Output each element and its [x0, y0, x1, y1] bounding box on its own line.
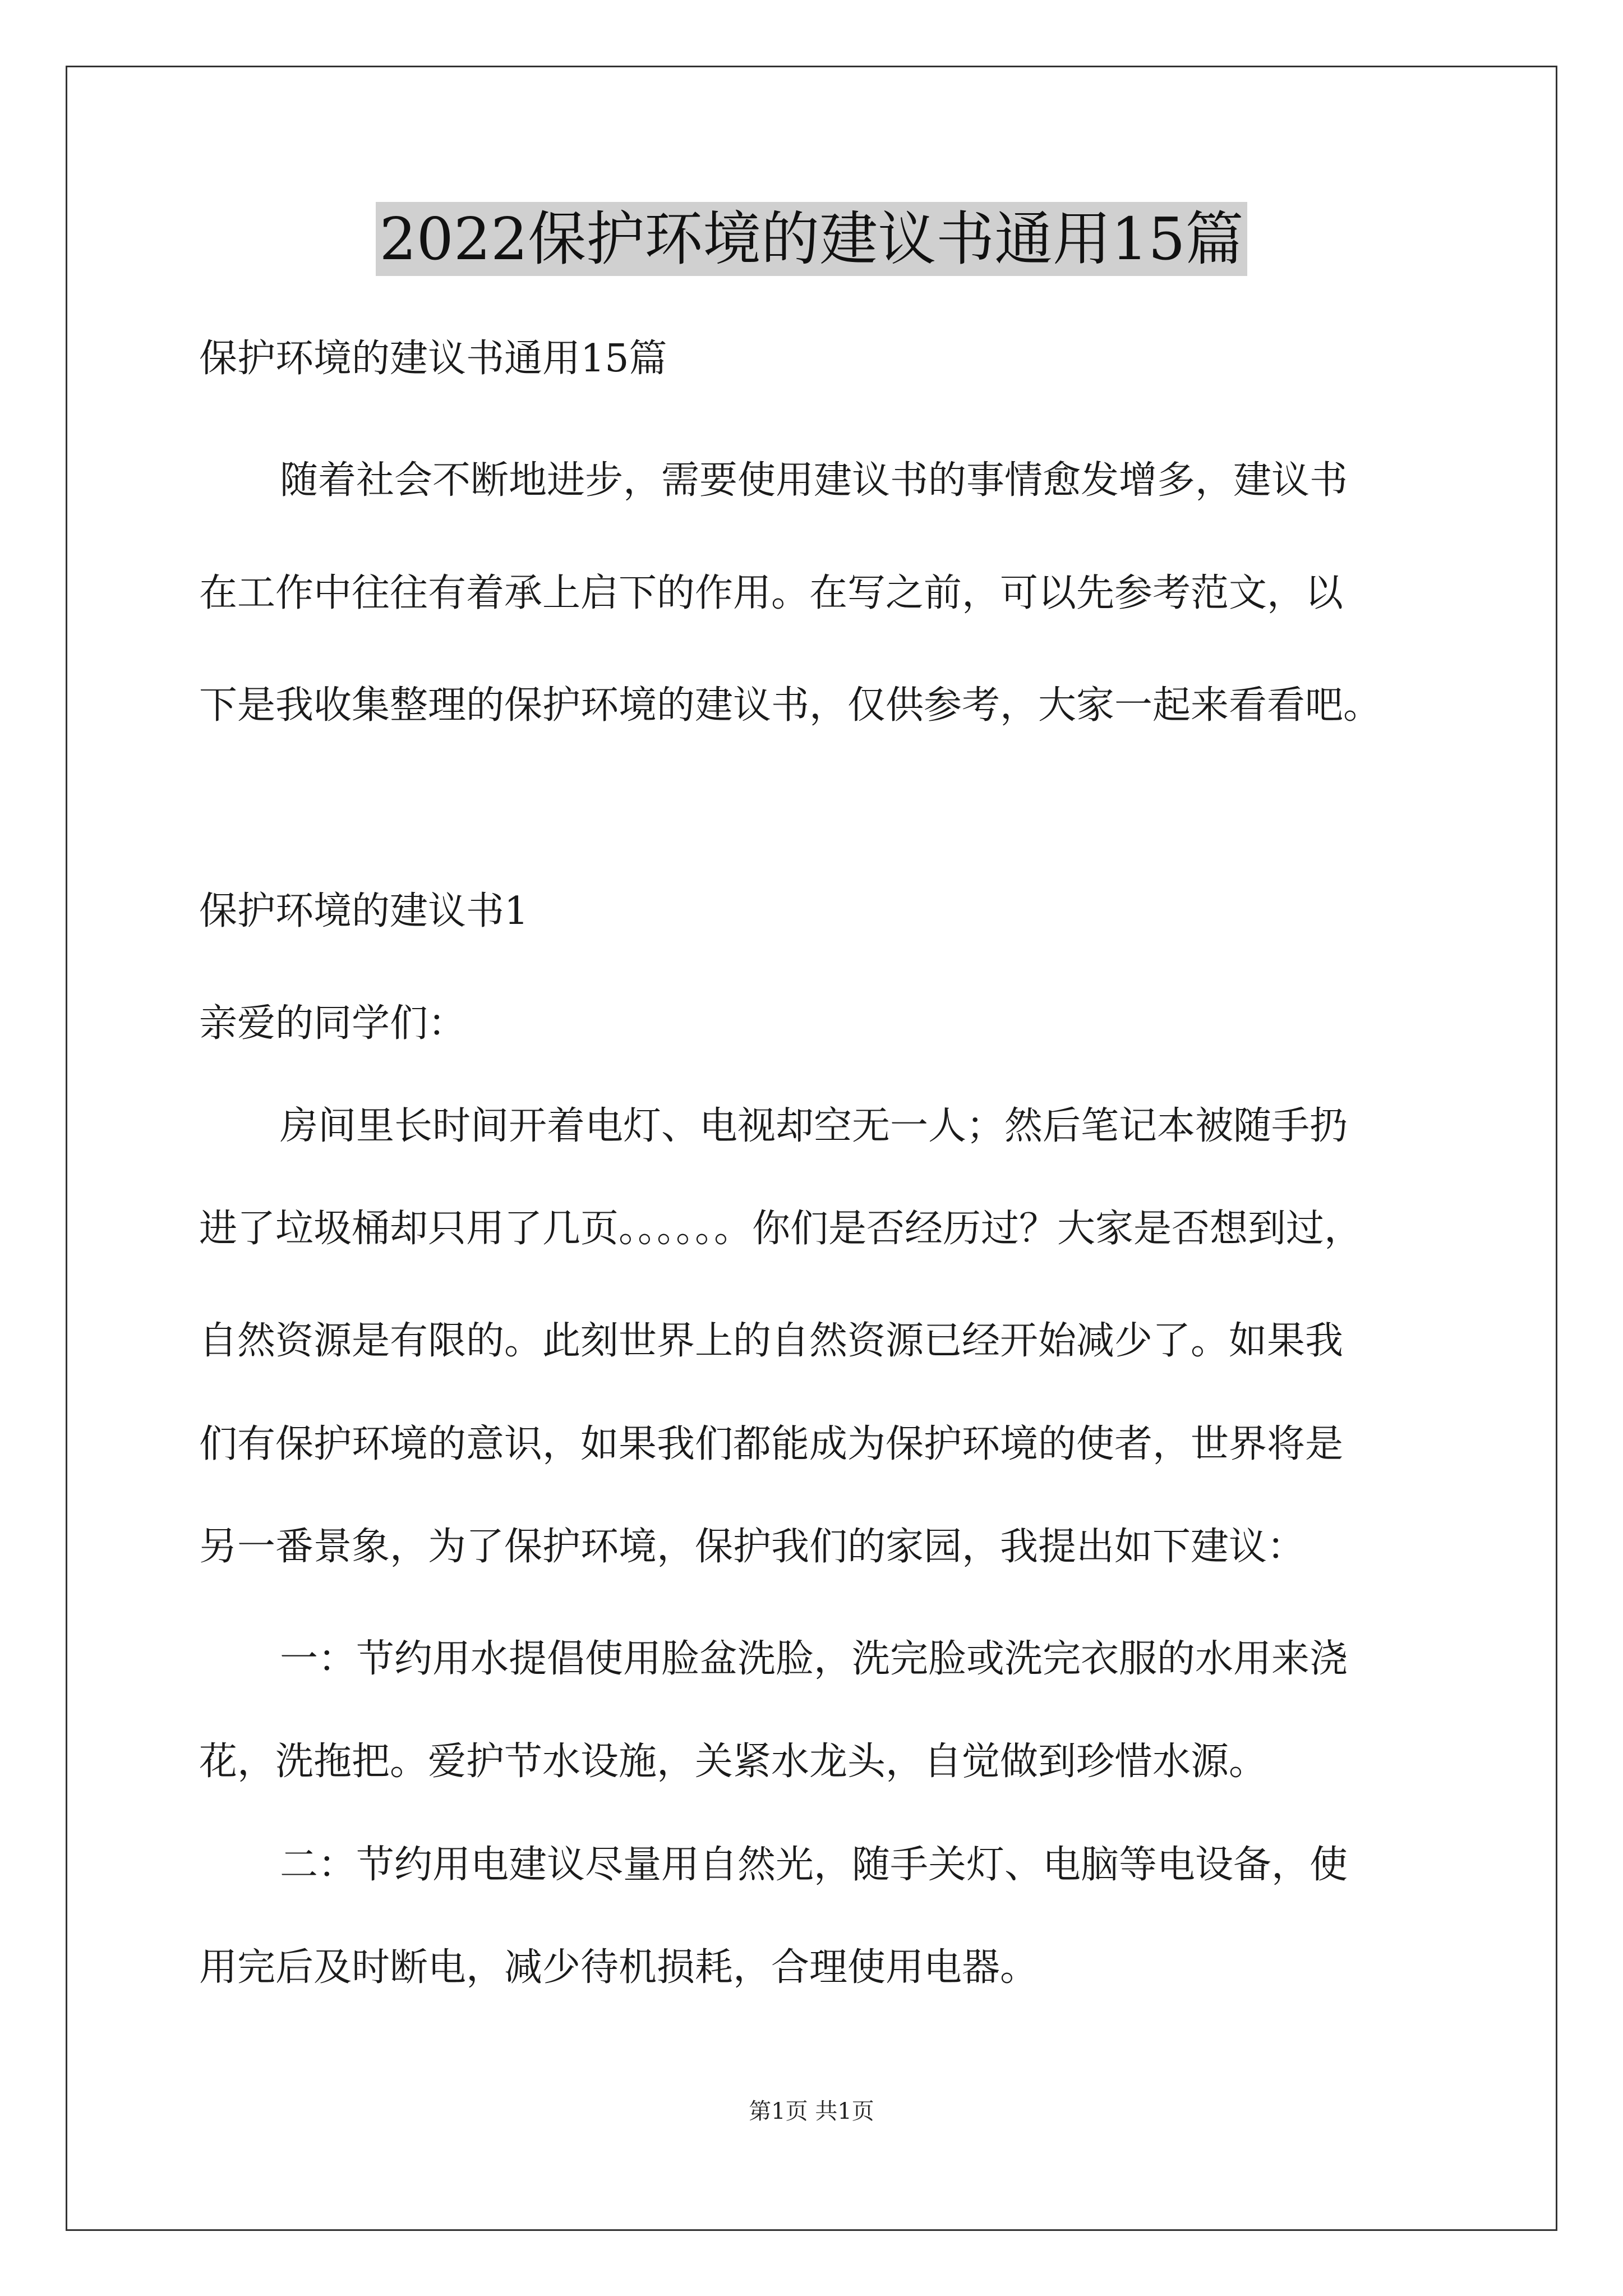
salutation-line: 亲爱的同学们： — [199, 1001, 467, 1046]
document-title: 2022保护环境的建议书通用15篇 — [376, 202, 1247, 276]
paragraph-line: 在工作中往往有着承上启下的作用。在写之前，可以先参考范文，以 — [199, 571, 1344, 615]
paragraph-line: 进了垃圾桶却只用了几页。。。。。。你们是否经历过？大家是否想到过， — [199, 1207, 1363, 1251]
paragraph-line: 花，洗拖把。爱护节水设施，关紧水龙头，自觉做到珍惜水源。 — [199, 1740, 1267, 1784]
paragraph-line: 另一番景象，为了保护环境，保护我们的家园，我提出如下建议： — [199, 1525, 1306, 1569]
paragraph-line: 二：节约用电建议尽量用自然光，随手关灯、电脑等电设备，使 — [280, 1843, 1348, 1887]
paragraph-line: 一：节约用水提倡使用脸盆洗脸，洗完脸或洗完衣服的水用来浇 — [280, 1637, 1348, 1681]
title-container — [0, 202, 1623, 276]
paragraph-line: 用完后及时断电，减少待机损耗，合理使用电器。 — [199, 1945, 1039, 1990]
paragraph-line: 房间里长时间开着电灯、电视却空无一人；然后笔记本被随手扔 — [280, 1104, 1348, 1148]
subtitle-line: 保护环境的建议书通用15篇 — [199, 337, 667, 381]
paragraph-line: 们有保护环境的意识，如果我们都能成为保护环境的使者，世界将是 — [199, 1422, 1344, 1466]
paragraph-line: 自然资源是有限的。此刻世界上的自然资源已经开始减少了。如果我 — [199, 1319, 1344, 1363]
section-heading: 保护环境的建议书1 — [199, 889, 529, 933]
paragraph-line: 随着社会不断地进步，需要使用建议书的事情愈发增多，建议书 — [280, 458, 1348, 503]
page-footer: 第1页 共1页 — [749, 2099, 874, 2124]
paragraph-line: 下是我收集整理的保护环境的建议书，仅供参考，大家一起来看看吧。 — [199, 683, 1382, 728]
